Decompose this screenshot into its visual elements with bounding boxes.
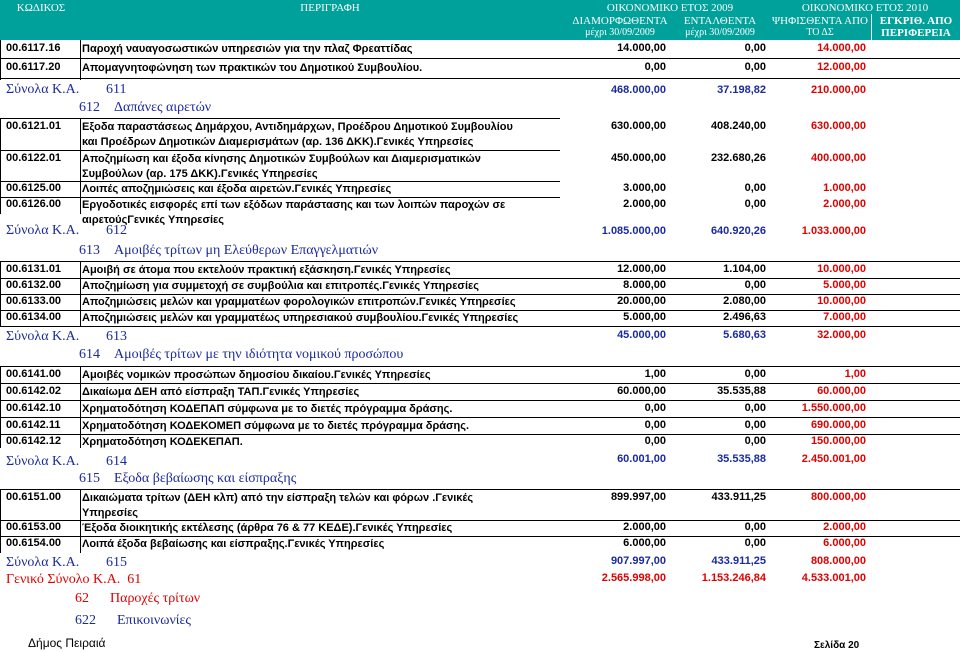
total-code: 614: [106, 454, 127, 469]
col-formed-header: ΔΙΑΜΟΡΦΩΘΕΝΤΑ μέχρι 30/09/2009: [572, 15, 668, 38]
row-ordered: 433.911,25: [711, 491, 766, 503]
grand-total-formed: 2.565.998,00: [601, 572, 666, 584]
row-ordered: 0,00: [744, 537, 766, 549]
total-label: Σύνολα Κ.Α.: [6, 454, 80, 469]
row-voted: 630.000,00: [810, 120, 866, 132]
row-voted: 14.000,00: [817, 42, 866, 54]
grid-line: [0, 489, 1, 553]
row-desc: Απομαγνητοφώνηση των πρακτικών του Δημοτικού Συμβουλίου.: [82, 62, 423, 74]
total-code: 613: [106, 329, 127, 344]
row-desc: Εξοδα παραστάσεως Δημάρχου, Αντιδημάρχων, Προέδρου Δημοτικού Συμβουλίου και Προέδρων Δημοτικών Διαμερισμάτων (αρ. 136 ΔΚΚ).Γενικές Υπηρεσίες: [82, 121, 513, 148]
row-code: 00.6132.00: [6, 279, 62, 291]
row-code: 00.6142.10: [6, 402, 62, 414]
row-ordered: 0,00: [744, 198, 766, 210]
total-code: 611: [106, 82, 127, 97]
row-desc: Αμοιβή σε άτομα που εκτελούν πρακτική εξάσκηση.Γενικές Υπηρεσίες: [82, 264, 451, 276]
row-ordered: 0,00: [744, 435, 766, 447]
row-voted: 800.000,00: [810, 491, 866, 503]
row-divider: [0, 78, 960, 79]
row-code: 00.6117.20: [6, 61, 61, 73]
grid-line: [0, 118, 1, 214]
row-divider: [0, 417, 960, 418]
row-formed: 8.000,00: [623, 279, 666, 291]
header-divider: [871, 14, 872, 40]
total-voted: 808.000,00: [810, 555, 866, 567]
row-code: 00.6122.01: [6, 152, 62, 164]
row-code: 00.6117.16: [6, 42, 61, 54]
total-voted: 1.033.000,00: [801, 225, 866, 237]
row-formed: 450.000,00: [610, 152, 666, 164]
row-divider: [0, 150, 560, 151]
row-voted: 2.000,00: [823, 198, 866, 210]
row-formed: 14.000,00: [617, 42, 666, 54]
row-desc: Δικαίωμα ΔΕΗ από είσπραξη ΤΑΠ.Γενικές Υπηρεσίες: [82, 386, 360, 398]
row-voted: 1.000,00: [823, 182, 866, 194]
row-code: 00.6134.00: [6, 311, 62, 323]
row-formed: 5.000,00: [623, 311, 666, 323]
row-formed: 1,00: [644, 368, 666, 380]
row-code: 00.6141.00: [6, 368, 62, 380]
row-code: 00.6131.01: [6, 263, 62, 275]
row-desc: Λοιπές αποζημιώσεις και έξοδα αιρετών.Γενικές Υπηρεσίες: [82, 183, 392, 195]
row-code: 00.6153.00: [6, 521, 62, 533]
total-code: 612: [106, 223, 127, 238]
row-divider: [0, 118, 560, 119]
total-label: Σύνολα Κ.Α.: [6, 223, 80, 238]
row-desc: Αποζημίωση και έξοδα κίνησης Δημοτικών Συμβούλων και Διαμερισματικών Συμβούλων (αρ. 175 ΔΚΚ).Γενικές Υπηρεσίες: [82, 153, 481, 180]
row-ordered: 0,00: [744, 279, 766, 291]
row-desc: Αποζημίωση για συμμετοχή σε συμβούλια και επιτροπές.Γενικές Υπηρεσίες: [82, 280, 479, 292]
section-header: 622 Επικοινωνίες: [75, 613, 191, 628]
row-code: 00.6121.01: [6, 120, 62, 132]
row-formed: 0,00: [644, 419, 666, 431]
total-ordered: 35.535,88: [717, 453, 766, 465]
row-ordered: 1.104,00: [723, 263, 766, 275]
row-formed: 0,00: [644, 61, 666, 73]
row-formed: 899.997,00: [610, 491, 666, 503]
row-desc: Εργοδοτικές εισφορές επί των εξόδων παράστασης και των λοιπών παροχών σε αιρετούςΓενικές Υπηρεσίες: [82, 199, 506, 226]
footer-org: Δήμος Πειραιά: [28, 636, 106, 650]
row-desc: Αποζημιώσεις μελών και γραμματέως υπηρεσιακού συμβουλίου.Γενικές Υπηρεσίες: [82, 312, 519, 324]
grid-line: [80, 489, 81, 553]
row-code: 00.6151.00: [6, 491, 62, 503]
row-formed: 0,00: [644, 435, 666, 447]
row-formed: 0,00: [644, 402, 666, 414]
total-formed: 45.000,00: [617, 329, 666, 341]
row-voted: 2.000,00: [823, 521, 866, 533]
row-ordered: 35.535,88: [717, 385, 766, 397]
row-formed: 6.000,00: [623, 537, 666, 549]
grand-total-label: Γενικό Σύνολο Κ.Α. 61: [6, 572, 142, 587]
row-formed: 12.000,00: [617, 263, 666, 275]
row-code: 00.6126.00: [6, 198, 62, 210]
section-header: 613 Αμοιβές τρίτων μη Ελεύθερων Επαγγελματιών: [79, 243, 379, 258]
footer-page: Σελίδα 20: [814, 640, 860, 651]
grid-line: [0, 40, 1, 80]
row-divider: [0, 58, 960, 59]
row-voted: 5.000,00: [823, 279, 866, 291]
row-voted: 10.000,00: [817, 295, 866, 307]
total-ordered: 37.198,82: [717, 84, 766, 96]
row-desc: Αμοιβές νομικών προσώπων δημοσίου δικαίου.Γενικές Υπηρεσίες: [82, 369, 431, 381]
row-code: 00.6125.00: [6, 182, 62, 194]
row-desc: Λοιπά έξοδα βεβαίωσης και είσπραξης.Γενικές Υπηρεσίες: [82, 538, 385, 550]
col-desc-header: ΠΕΡΙΓΡΑΦΗ: [300, 2, 360, 14]
row-formed: 630.000,00: [610, 120, 666, 132]
row-voted: 6.000,00: [823, 537, 866, 549]
col-ordered-header: ΕΝΤΑΛΘΕΝΤΑ μέχρι 30/09/2009: [683, 15, 757, 38]
row-voted: 12.000,00: [817, 61, 866, 73]
total-label: Σύνολα Κ.Α.: [6, 329, 80, 344]
row-code: 00.6142.02: [6, 385, 62, 397]
col-approved-header: ΕΓΚΡΙΘ. ΑΠΟ ΠΕΡΙΦΕΡΕΙΑ: [879, 15, 953, 39]
total-voted: 32.000,00: [817, 329, 866, 341]
row-ordered: 0,00: [744, 182, 766, 194]
row-formed: 2.000,00: [623, 521, 666, 533]
row-voted: 7.000,00: [823, 311, 866, 323]
grid-line: [80, 40, 81, 80]
row-code: 00.6133.00: [6, 295, 62, 307]
row-ordered: 0,00: [744, 61, 766, 73]
row-voted: 1.550.000,00: [801, 402, 866, 414]
total-code: 615: [106, 555, 127, 570]
row-ordered: 0,00: [744, 402, 766, 414]
total-ordered: 5.680,63: [723, 329, 766, 341]
row-voted: 60.000,00: [817, 385, 866, 397]
grid-line: [80, 118, 81, 214]
row-divider: [0, 326, 960, 327]
row-voted: 150.000,00: [810, 435, 866, 447]
row-divider: [0, 261, 960, 262]
section-header: 614 Αμοιβές τρίτων με την ιδιότητα νομικού προσώπου: [79, 347, 404, 362]
grand-total-ordered: 1.153.246,84: [701, 572, 766, 584]
row-formed: 60.000,00: [617, 385, 666, 397]
row-desc: Παροχή ναυαγοσωστικών υπηρεσιών για την πλαζ Φρεαττίδας: [82, 43, 413, 55]
row-desc: Δικαιώματα τρίτων (ΔΕΗ κλπ) από την είσπραξη τελών και φόρων .Γενικές Υπηρεσίες: [82, 492, 474, 519]
row-voted: 10.000,00: [817, 263, 866, 275]
row-desc: Χρηματοδότηση ΚΟΔΕΠΑΠ σύμφωνα με το διετές πρόγραμμα δράσης.: [82, 403, 453, 415]
row-desc: Αποζημιώσεις μελών και γραμματέων φορολογικών επιτροπών.Γενικές Υπηρεσίες: [82, 296, 516, 308]
total-label: Σύνολα Κ.Α.: [6, 555, 80, 570]
section-header: 62 Παροχές τρίτων: [75, 591, 201, 606]
year-2009-header: ΟΙΚΟΝΟΜΙΚΟ ΕΤΟΣ 2009: [606, 2, 734, 14]
table-header: [0, 0, 960, 40]
total-ordered: 640.920,26: [710, 225, 766, 237]
year-2010-header: ΟΙΚΟΝΟΜΙΚΟ ΕΤΟΣ 2010: [801, 2, 929, 14]
col-voted-header: ΨΗΦΙΣΘΕΝΤΑ ΑΠΟ ΤΟ ΔΣ: [772, 15, 868, 38]
total-formed: 468.000,00: [610, 84, 666, 96]
row-divider: [0, 400, 960, 401]
row-divider: [0, 383, 960, 384]
row-desc: Έξοδα διοικητικής εκτέλεσης (άρθρα 76 & 77 ΚΕΔΕ).Γενικές Υπηρεσίες: [82, 522, 453, 534]
row-ordered: 408.240,00: [710, 120, 766, 132]
section-header: 615 Εξοδα βεβαίωσης και είσπραξης: [79, 471, 297, 486]
total-formed: 60.001,00: [617, 453, 666, 465]
grid-line: [0, 366, 1, 448]
row-ordered: 0,00: [744, 368, 766, 380]
row-voted: 400.000,00: [810, 152, 866, 164]
row-desc: Χρηματοδότηση ΚΟΔΕΚΟΜΕΠ σύμφωνα με το διετές πρόγραμμα δράσης.: [82, 420, 470, 432]
row-code: 00.6142.11: [6, 419, 61, 431]
row-ordered: 2.496,63: [723, 311, 766, 323]
row-ordered: 232.680,26: [710, 152, 766, 164]
row-desc: Χρηματοδότηση ΚΟΔΕΚΕΠΑΠ.: [82, 436, 243, 448]
row-formed: 3.000,00: [623, 182, 666, 194]
col-code-header: ΚΩΔΙΚΟΣ: [16, 2, 66, 14]
row-formed: 2.000,00: [623, 198, 666, 210]
row-code: 00.6154.00: [6, 537, 62, 549]
total-voted: 2.450.001,00: [801, 453, 866, 465]
row-code: 00.6142.12: [6, 435, 62, 447]
total-formed: 1.085.000,00: [601, 225, 666, 237]
row-ordered: 2.080,00: [723, 295, 766, 307]
row-ordered: 0,00: [744, 42, 766, 54]
grid-line: [80, 366, 81, 448]
total-formed: 907.997,00: [610, 555, 666, 567]
total-ordered: 433.911,25: [711, 555, 766, 567]
row-formed: 20.000,00: [617, 295, 666, 307]
row-voted: 690.000,00: [810, 419, 866, 431]
total-voted: 210.000,00: [810, 84, 866, 96]
grand-total-voted: 4.533.001,00: [801, 572, 866, 584]
row-ordered: 0,00: [744, 419, 766, 431]
total-label: Σύνολα Κ.Α.: [6, 82, 80, 97]
row-ordered: 0,00: [744, 521, 766, 533]
row-divider: [0, 366, 960, 367]
row-divider: [0, 489, 960, 490]
row-voted: 1,00: [844, 368, 866, 380]
section-header: 612 Δαπάνες αιρετών: [79, 100, 212, 115]
